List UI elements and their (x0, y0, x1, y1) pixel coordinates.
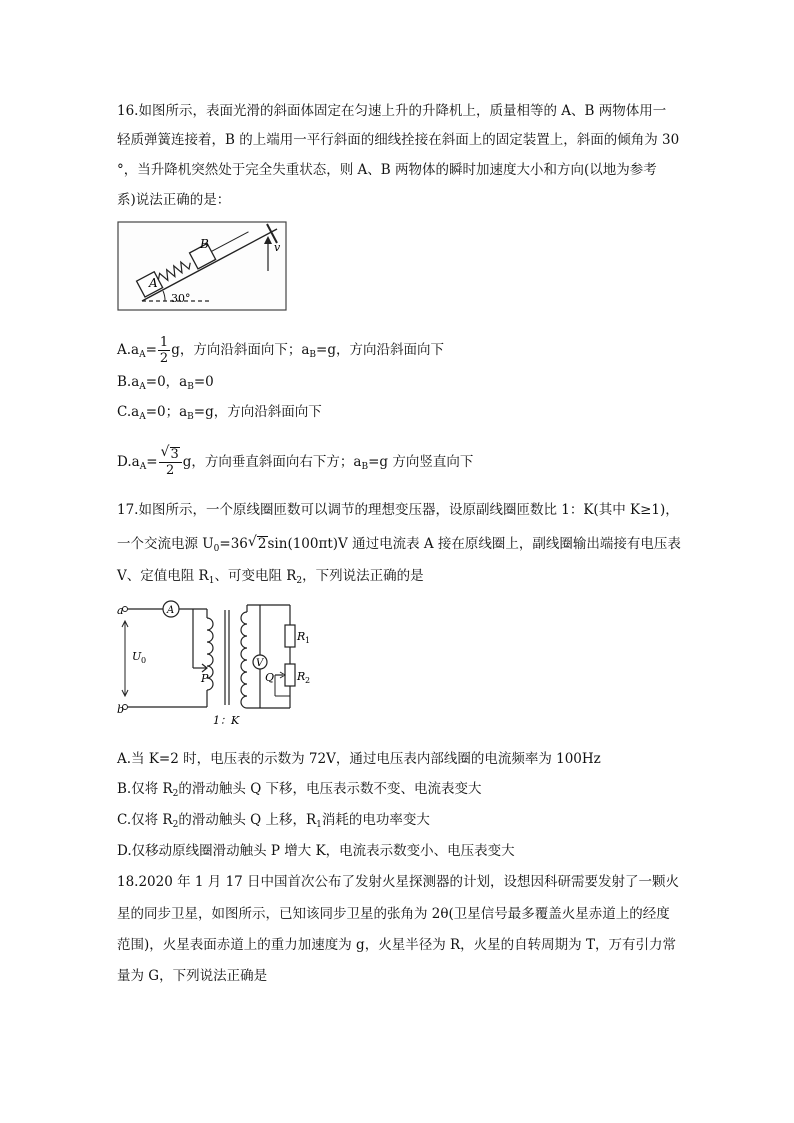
q18-line-1: 18.2020 年 1 月 17 日中国首次公布了发射火星探测器的计划，设想因科研需要发射了一颗火 (117, 874, 680, 890)
svg-text:0: 0 (141, 656, 147, 665)
q18-line-2: 星的同步卫星，如图所示，已知该同步卫星的张角为 2θ(卫星信号最多覆盖火星赤道上的经度 (117, 906, 670, 922)
svg-text:2: 2 (305, 676, 311, 685)
q17-line-1: 17.如图所示，一个原线圈匝数可以调节的理想变压器，设原副线圈匝数比 1：K(其中 K≥1)， (117, 502, 679, 518)
q17-option-d: D.仅移动原线圈滑动触头 P 增大 K，电流表示数变小、电压表变大 (117, 843, 515, 859)
q17-line-3: V、定值电阻 $R_1$、可变电阻 $R_2$，下列说法正确的是 (117, 568, 424, 586)
secondary-coil (241, 612, 247, 708)
label-v: v (274, 241, 281, 254)
svg-text:1: 1 (305, 636, 311, 645)
q16-option-b: $B.a_A=0$，$a_B=0$ (117, 374, 214, 392)
q16-line-2: 轻质弹簧连接着，B 的上端用一平行斜面的细线拴接在斜面上的固定装置上，斜面的倾角为 30 (117, 132, 680, 148)
svg-text:A: A (167, 605, 175, 616)
q16-option-d: $D.a_A=$ √ 3 2 g，方向垂直斜面向右下方；$a_B=g$ 方向竖直向下 (117, 444, 474, 478)
q16-line-1: 16.如图所示，表面光滑的斜面体固定在匀速上升的升降机上，质量相等的 A、B 两物体用一 (117, 103, 667, 119)
angle-label: 30° (171, 292, 191, 305)
svg-text:R: R (297, 630, 306, 643)
q17-option-a: A.当 K=2 时，电压表的示数为 72V，通过电压表内部线圈的电流频率为 100Hz (117, 751, 601, 767)
svg-text:U: U (132, 650, 142, 663)
q16-option-c: $C.a_A=0$；$a_B=g$，方向沿斜面向下 (117, 404, 322, 422)
q18-line-4: 量为 G，下列说法正确是 (117, 968, 268, 984)
svg-text:R: R (297, 670, 306, 683)
q17-option-b: B.仅将 $R_2$的滑动触头 Q 下移，电压表示数不变、电流表变大 (117, 781, 482, 799)
svg-text:1：K: 1：K (213, 714, 240, 727)
q16-incline-figure (117, 221, 287, 311)
q16-line-3: °，当升降机突然处于完全失重状态，则 A、B 两物体的瞬时加速度大小和方向(以地为参考 (117, 162, 657, 178)
q16-option-a: $A.a_A=$ $\frac{1}{2}$ g，方向沿斜面向下；$a_B=g$，方向沿斜面向下 (117, 335, 444, 366)
resistor-r2 (285, 664, 295, 686)
svg-text:P: P (201, 672, 209, 685)
q17-option-c: C.仅将 $R_2$的滑动触头 Q 上移，$R_1$消耗的电功率变大 (117, 812, 430, 830)
label-a: A (149, 276, 158, 290)
svg-text:a: a (117, 604, 124, 617)
q18-line-3: 范围)，火星表面赤道上的重力加速度为 g，火星半径为 R，火星的自转周期为 T，万有引力常 (117, 937, 676, 953)
label-b: B (200, 237, 209, 251)
svg-text:b: b (117, 703, 125, 716)
svg-text:Q: Q (265, 671, 275, 684)
q17-line-2: 一个交流电源 $U_0=36$ √ 2sin(100πt)V 通过电流表 A 接在原线圈上，副线圈输出端接有电压表 (117, 534, 681, 554)
q17-transformer-figure (115, 600, 315, 730)
resistor-r1 (285, 625, 295, 647)
svg-text:V: V (256, 658, 264, 669)
q16-line-4: 系)说法正确的是： (117, 192, 231, 208)
